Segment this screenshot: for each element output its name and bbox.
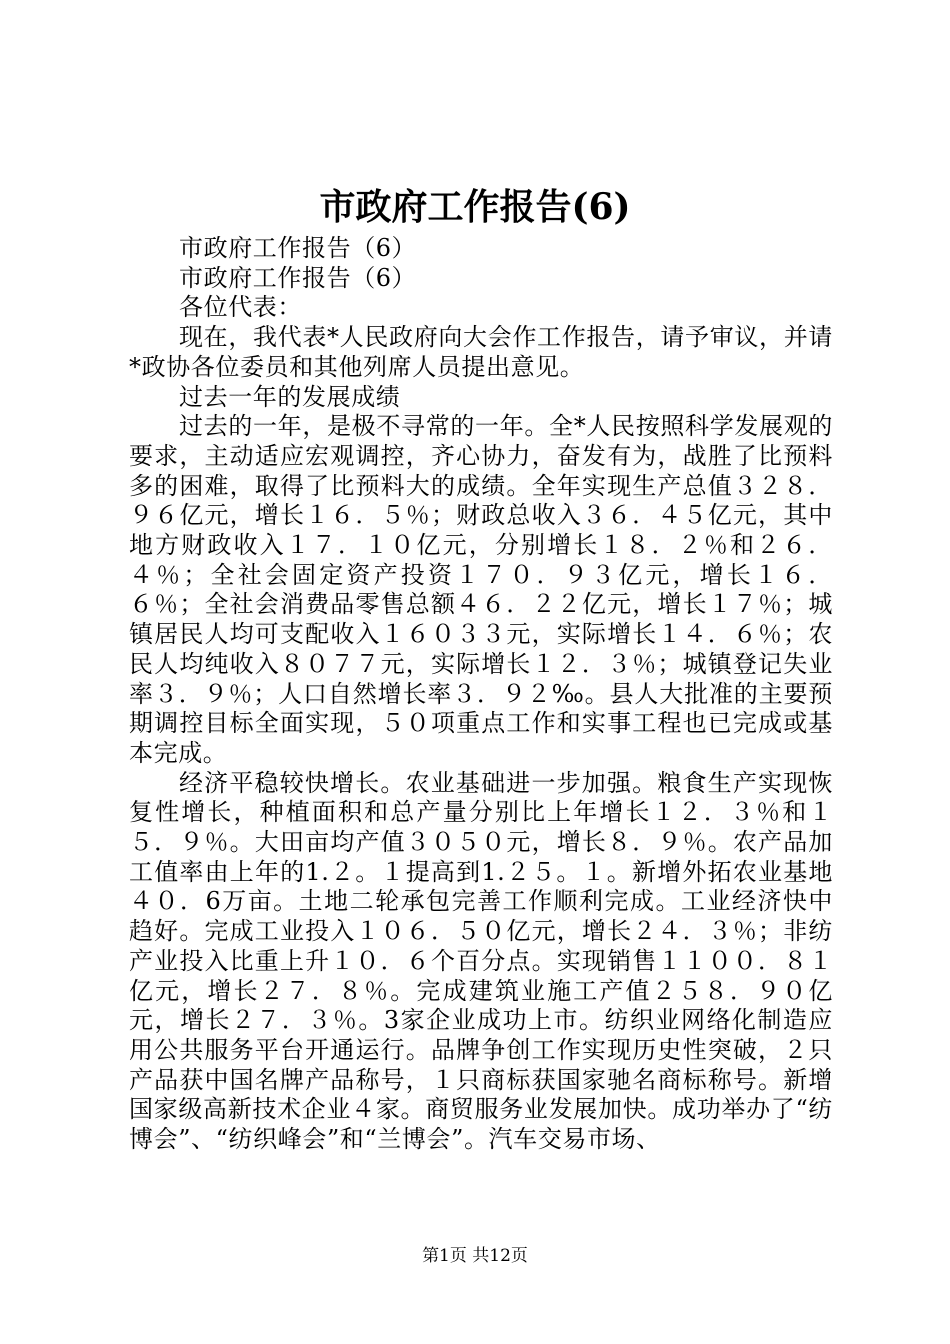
document-title: 市政府工作报告(6) — [319, 186, 631, 228]
paragraph-intro: 现在，我代表*人民政府向大会作工作报告，请予审议，并请*政协各位委员和其他列席人员提出意见。 — [129, 323, 833, 381]
page-footer: 第1页 共12页 — [422, 1246, 528, 1266]
paragraph-salutation: 各位代表： — [179, 293, 302, 322]
section-heading-achievements: 过去一年的发展成绩 — [179, 382, 401, 411]
paragraph-summary: 过去的一年，是极不寻常的一年。全*人民按照科学发展观的要求，主动适应宏观调控，齐心协力，奋发有为，战胜了比预料多的困难，取得了比预料大的成绩。全年实现生产总值３２８．９６亿元，增长１６．５％；财政总收入３６．４５亿元，其中地方财政收入１７．１０亿元，分别增长１８．２％和２６．４％；全社会固定资产投资１７０．９３亿元，增长１６．６％；全社会消费品零售总额４６．２２亿元，增长１７％；城镇居民人均可支配收入１６０３３元，实际增长１４．６％；农民人均纯收入８０７７元，实际增长１２．３％；城镇登记失业率３．９％；人口自然增长率３．９２‰。县人大批准的主要预期调控目标全面实现，５０项重点工作和实事工程也已完成或基本完成。 — [129, 412, 833, 767]
document-body — [129, 234, 833, 1155]
paragraph-economy: 经济平稳较快增长。农业基础进一步加强。粮食生产实现恢复性增长，种植面积和总产量分别比上年增长１２．３％和１５．９％。大田亩均产值３０５０元，增长８．９％。农产品加工值率由上年的1.２。１提高到1.２５。１。新增外拓农业基地４０．6万亩。土地二轮承包完善工作顺利完成。工业经济快中趋好。完成工业投入１０６．５０亿元，增长２４．３％；非纺产业投入比重上升１０．６个百分点。实现销售１１００．８１亿元，增长２７．８％。完成建筑业施工产值２５８．９０亿元，增长２７．３％。3家企业成功上市。纺织业网络化制造应用公共服务平台开通运行。品牌争创工作实现历史性突破，２只产品获中国名牌产品称号，１只商标获国家驰名商标称号。新增国家级高新技术企业４家。商贸服务业发展加快。成功举办了“纺博会”、“纺织峰会”和“兰博会”。汽车交易市场、 — [129, 768, 833, 1154]
paragraph-heading-1: 市政府工作报告（6） — [179, 234, 417, 262]
paragraph-heading-2: 市政府工作报告（6） — [179, 263, 417, 292]
